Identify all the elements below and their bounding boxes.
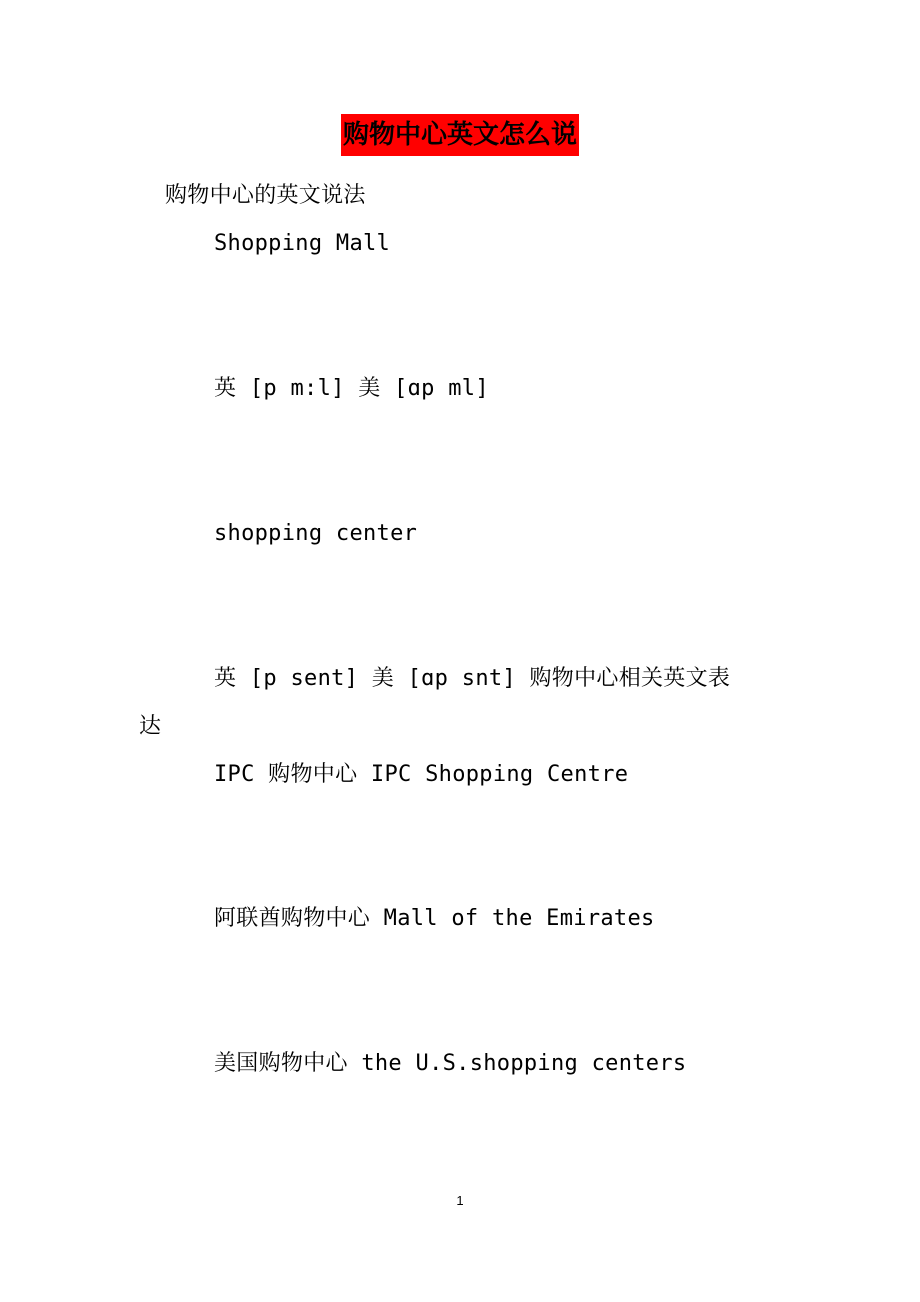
- term-shopping-center: shopping center: [214, 521, 418, 546]
- section-heading: 购物中心的英文说法: [165, 183, 366, 208]
- pronunciation-wrap-line: 达: [139, 714, 162, 739]
- page-number: 1: [456, 1193, 464, 1208]
- related-emirates: 阿联酋购物中心 Mall of the Emirates: [214, 906, 655, 931]
- term-shopping-mall: Shopping Mall: [214, 231, 391, 256]
- pronunciation-shopping-center: 英 [p sent] 美 [ɑp snt] 购物中心相关英文表: [214, 666, 731, 691]
- related-us-shopping: 美国购物中心 the U.S.shopping centers: [214, 1051, 687, 1076]
- page-title: [0, 114, 920, 156]
- pronunciation-shopping-mall: 英 [p m:l] 美 [ɑp ml]: [214, 376, 489, 401]
- related-ipc: IPC 购物中心 IPC Shopping Centre: [214, 762, 629, 787]
- title-highlight: 购物中心英文怎么说: [341, 114, 579, 156]
